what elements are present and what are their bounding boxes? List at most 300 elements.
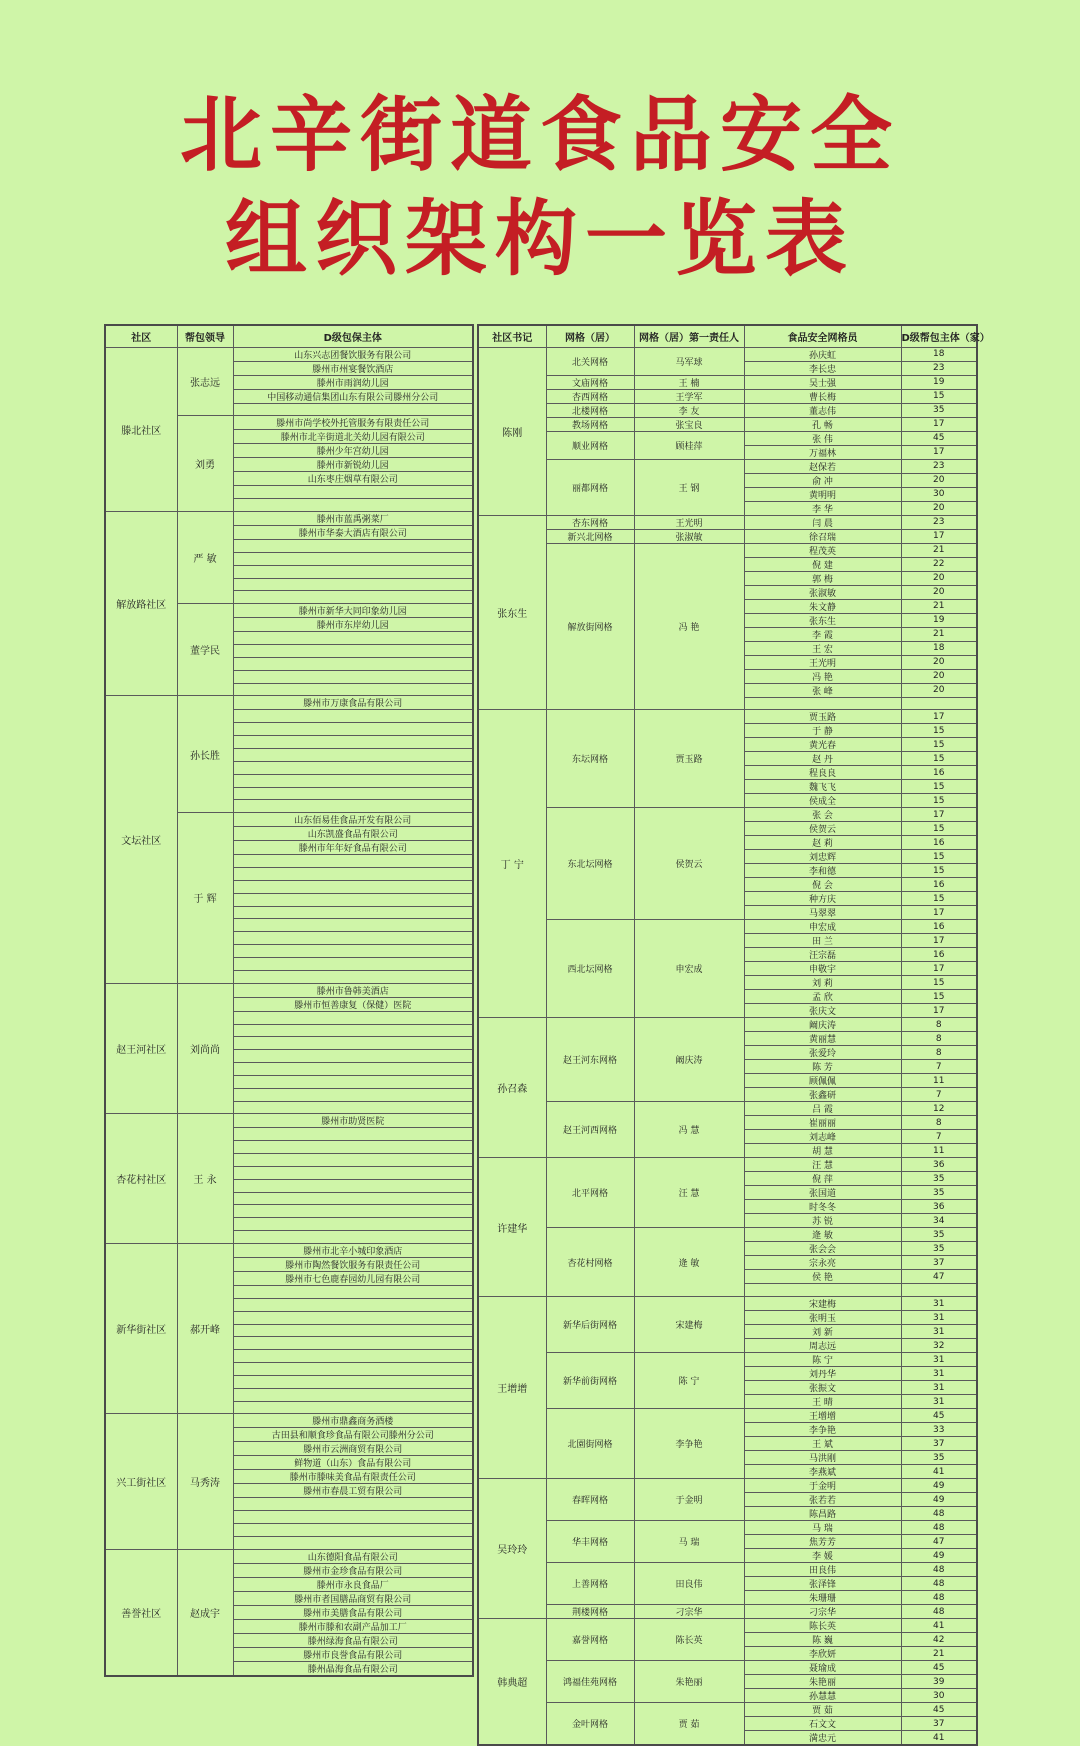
grid-name: 东北坛网格: [546, 808, 634, 920]
grid-staff-name: [744, 1284, 901, 1297]
entity-count: 32: [901, 1339, 977, 1353]
right-row: [478, 1563, 977, 1577]
entity-count: 21: [901, 543, 977, 557]
grid-staff-name: 李长忠: [744, 361, 901, 375]
grid-staff-name: 侯贺云: [744, 822, 901, 836]
org-table: [104, 324, 990, 1745]
entity-count: 17: [901, 906, 977, 920]
entity-name: [233, 499, 473, 512]
grid-staff-name: 満忠元: [744, 1731, 901, 1746]
entity-count: 23: [901, 459, 977, 473]
entity-name: [233, 749, 473, 762]
grid-name: 解放街网格: [546, 543, 634, 710]
title-line-2: 组织架构一览表: [224, 192, 855, 287]
entity-count: 15: [901, 780, 977, 794]
grid-staff-name: 张东生: [744, 613, 901, 627]
grid-first-person: 王光明: [634, 515, 744, 529]
entity-count: 49: [901, 1479, 977, 1493]
entity-count: 7: [901, 1130, 977, 1144]
grid-staff-name: 朱艳丽: [744, 1675, 901, 1689]
grid-staff-name: 魏飞飞: [744, 780, 901, 794]
entity-count: 48: [901, 1591, 977, 1605]
entity-name: [233, 970, 473, 983]
header-community: 社区: [105, 325, 177, 347]
grid-staff-name: 张泽锋: [744, 1577, 901, 1591]
grid-name: 丽都网格: [546, 459, 634, 515]
entity-name: 山东凯盛食品有限公司: [233, 827, 473, 841]
grid-staff-name: 朱文静: [744, 599, 901, 613]
entity-name: 滕州市者国膳品商贸有限公司: [233, 1591, 473, 1605]
right-row: [478, 1297, 977, 1311]
entity-count: 16: [901, 766, 977, 780]
right-row: [478, 1102, 977, 1116]
entity-count: 17: [901, 962, 977, 976]
entity-count: 41: [901, 1619, 977, 1633]
right-table: [477, 324, 990, 1746]
entity-name: [233, 645, 473, 658]
grid-staff-name: 孙慧慧: [744, 1689, 901, 1703]
entity-name: [233, 1179, 473, 1192]
grid-staff-name: 朱珊珊: [744, 1591, 901, 1605]
community-secretary: 韩典超: [478, 1619, 546, 1746]
entity-count: 41: [901, 1465, 977, 1479]
grid-staff-name: 刘志峰: [744, 1130, 901, 1144]
entity-name: [233, 1166, 473, 1179]
grid-staff-name: 王 宏: [744, 641, 901, 655]
entity-count: 8: [901, 1116, 977, 1130]
grid-staff-name: 万福林: [744, 445, 901, 459]
grid-staff-name: 吴士强: [744, 375, 901, 389]
grid-staff-name: 苏 锐: [744, 1214, 901, 1228]
leader-name: 于 辉: [177, 813, 233, 983]
grid-name: 赵王河西网格: [546, 1102, 634, 1158]
entity-name: [233, 403, 473, 416]
grid-staff-name: 张爱玲: [744, 1046, 901, 1060]
entity-name: 山东兴志团餐饮服务有限公司: [233, 347, 473, 361]
entity-count: 31: [901, 1311, 977, 1325]
entity-name: 滕州市年年好食品有限公司: [233, 841, 473, 855]
entity-name: 滕州市华泰大酒店有限公司: [233, 526, 473, 540]
entity-name: [233, 1311, 473, 1324]
entity-name: 滕州晶海食品有限公司: [233, 1661, 473, 1676]
entity-name: [233, 578, 473, 591]
grid-staff-name: 曹长梅: [744, 389, 901, 403]
grid-staff-name: 刁宗华: [744, 1605, 901, 1619]
entity-count: 36: [901, 1200, 977, 1214]
left-row: [105, 1114, 473, 1128]
entity-count: 17: [901, 934, 977, 948]
entity-count: 23: [901, 515, 977, 529]
entity-count: 18: [901, 347, 977, 361]
grid-name: 教场网格: [546, 417, 634, 431]
entity-count: 11: [901, 1074, 977, 1088]
entity-count: 42: [901, 1633, 977, 1647]
grid-name: 春晖网格: [546, 1479, 634, 1521]
entity-name: 滕州市七色鹿春园幼儿园有限公司: [233, 1272, 473, 1286]
grid-staff-name: 王 晴: [744, 1395, 901, 1409]
entity-name: [233, 1128, 473, 1141]
left-row: [105, 347, 473, 361]
entity-count: 20: [901, 585, 977, 599]
grid-first-person: 田良伟: [634, 1563, 744, 1605]
grid-staff-name: 王光明: [744, 655, 901, 669]
community-secretary: 吴玲玲: [478, 1479, 546, 1619]
right-row: [478, 375, 977, 389]
grid-first-person: 冯 慧: [634, 1102, 744, 1158]
community-name: 杏花村社区: [105, 1114, 177, 1244]
grid-name: 顺业网格: [546, 431, 634, 459]
entity-name: 滕州市美膳食品有限公司: [233, 1605, 473, 1619]
entity-name: 滕州市云洲商贸有限公司: [233, 1442, 473, 1456]
grid-staff-name: 刘丹华: [744, 1367, 901, 1381]
left-header-row: [105, 325, 473, 347]
grid-name: 北園街网格: [546, 1409, 634, 1479]
entity-count: 17: [901, 808, 977, 822]
header-first-person: 网格（居）第一责任人: [634, 325, 744, 347]
right-row: [478, 710, 977, 724]
entity-name: [233, 1498, 473, 1511]
header-count: D级帮包主体（家）: [901, 325, 977, 347]
grid-staff-name: 田 兰: [744, 934, 901, 948]
grid-staff-name: 刘忠辉: [744, 850, 901, 864]
entity-count: 45: [901, 1703, 977, 1717]
entity-count: 16: [901, 878, 977, 892]
right-header-row: [478, 325, 977, 347]
grid-staff-name: 张庆文: [744, 1004, 901, 1018]
entity-count: 19: [901, 613, 977, 627]
entity-name: 滕州市尚学校外托管服务有限责任公司: [233, 416, 473, 430]
grid-staff-name: 时冬冬: [744, 1200, 901, 1214]
entity-name: [233, 1298, 473, 1311]
entity-name: 滕州市北辛小城印象酒店: [233, 1244, 473, 1258]
grid-staff-name: 张会会: [744, 1242, 901, 1256]
entity-name: 滕州市金珍食品有限公司: [233, 1563, 473, 1577]
grid-staff-name: 贾玉路: [744, 710, 901, 724]
entity-count: 15: [901, 389, 977, 403]
entity-name: 中国移动通信集团山东有限公司滕州分公司: [233, 389, 473, 403]
entity-name: 滕州少年宫幼儿园: [233, 444, 473, 458]
right-row: [478, 389, 977, 403]
entity-count: 31: [901, 1367, 977, 1381]
entity-name: 滕州市滕味美食品有限责任公司: [233, 1470, 473, 1484]
entity-name: 滕州市东岸幼儿园: [233, 618, 473, 632]
entity-name: [233, 945, 473, 958]
entity-count: 16: [901, 836, 977, 850]
entity-name: [233, 723, 473, 736]
entity-count: 15: [901, 976, 977, 990]
entity-count: 7: [901, 1088, 977, 1102]
grid-staff-name: [744, 697, 901, 710]
entity-name: [233, 1375, 473, 1388]
grid-first-person: 刁宗华: [634, 1605, 744, 1619]
entity-count: 20: [901, 683, 977, 697]
community-name: 解放路社区: [105, 512, 177, 696]
leader-name: 刘尚尚: [177, 983, 233, 1114]
entity-name: 滕州市恒善康复（保健）医院: [233, 997, 473, 1011]
entity-name: [233, 800, 473, 813]
grid-staff-name: 张若若: [744, 1493, 901, 1507]
entity-count: 31: [901, 1297, 977, 1311]
grid-staff-name: 阚庆涛: [744, 1018, 901, 1032]
grid-staff-name: 张振文: [744, 1381, 901, 1395]
entity-name: [233, 1324, 473, 1337]
right-row: [478, 1703, 977, 1717]
leader-name: 严 敏: [177, 512, 233, 604]
entity-name: [233, 1205, 473, 1218]
grid-name: 金叶网格: [546, 1703, 634, 1746]
entity-count: 45: [901, 1409, 977, 1423]
grid-name: 新华后街网格: [546, 1297, 634, 1353]
grid-staff-name: 俞 冲: [744, 473, 901, 487]
grid-staff-name: 张 伟: [744, 431, 901, 445]
entity-count: 49: [901, 1493, 977, 1507]
grid-first-person: 马军球: [634, 347, 744, 375]
entity-name: 滕州市北辛街道北关幼儿园有限公司: [233, 430, 473, 444]
grid-first-person: 侯贺云: [634, 808, 744, 920]
grid-staff-name: 赵 丹: [744, 752, 901, 766]
entity-count: 49: [901, 1549, 977, 1563]
grid-staff-name: 赵保若: [744, 459, 901, 473]
header-leader: 帮包领导: [177, 325, 233, 347]
entity-count: 31: [901, 1325, 977, 1339]
entity-name: [233, 736, 473, 749]
grid-staff-name: 胡 慧: [744, 1144, 901, 1158]
left-row: [105, 1549, 473, 1563]
grid-first-person: 宋建梅: [634, 1297, 744, 1353]
leader-name: 董学民: [177, 604, 233, 696]
entity-count: 37: [901, 1717, 977, 1731]
entity-name: [233, 1088, 473, 1101]
community-name: 文坛社区: [105, 696, 177, 983]
grid-staff-name: 王 斌: [744, 1437, 901, 1451]
grid-staff-name: 于 静: [744, 724, 901, 738]
left-row: [105, 1244, 473, 1258]
leader-name: 刘勇: [177, 416, 233, 512]
grid-staff-name: 倪 萍: [744, 1172, 901, 1186]
community-secretary: 陈刚: [478, 347, 546, 515]
community-name: 新华街社区: [105, 1244, 177, 1414]
right-row: [478, 1228, 977, 1242]
leader-name: 王 永: [177, 1114, 233, 1244]
right-row: [478, 808, 977, 822]
grid-staff-name: 张淑敏: [744, 585, 901, 599]
grid-name: 嘉誉网格: [546, 1619, 634, 1661]
entity-count: 8: [901, 1046, 977, 1060]
right-row: [478, 529, 977, 543]
community-name: 兴工街社区: [105, 1414, 177, 1549]
entity-count: 17: [901, 1004, 977, 1018]
grid-staff-name: 陈 宁: [744, 1353, 901, 1367]
grid-name: 文庙网格: [546, 375, 634, 389]
grid-staff-name: 李欣妍: [744, 1647, 901, 1661]
entity-count: 35: [901, 1186, 977, 1200]
entity-count: 31: [901, 1381, 977, 1395]
right-row: [478, 1521, 977, 1535]
right-row: [478, 1605, 977, 1619]
entity-count: 48: [901, 1563, 977, 1577]
entity-name: [233, 683, 473, 696]
community-secretary: 许建华: [478, 1158, 546, 1297]
entity-count: 31: [901, 1353, 977, 1367]
entity-name: [233, 919, 473, 932]
grid-first-person: 贾 茹: [634, 1703, 744, 1746]
leader-name: 赵成宇: [177, 1549, 233, 1676]
entity-count: 35: [901, 1451, 977, 1465]
entity-name: 古田县和顺食珍食品有限公司滕州分公司: [233, 1428, 473, 1442]
entity-count: 20: [901, 655, 977, 669]
grid-staff-name: 侯 艳: [744, 1270, 901, 1284]
grid-staff-name: 张 会: [744, 808, 901, 822]
entity-name: [233, 1063, 473, 1076]
grid-name: 上善网格: [546, 1563, 634, 1605]
grid-name: 杏西网格: [546, 389, 634, 403]
entity-count: 37: [901, 1256, 977, 1270]
entity-count: 20: [901, 669, 977, 683]
entity-name: 滕州市蓝禹粥菜厂: [233, 512, 473, 526]
entity-name: [233, 552, 473, 565]
grid-first-person: 李争艳: [634, 1409, 744, 1479]
grid-first-person: 马 瑞: [634, 1521, 744, 1563]
grid-staff-name: 冯 艳: [744, 669, 901, 683]
entity-name: [233, 1536, 473, 1549]
grid-staff-name: 顾佩佩: [744, 1074, 901, 1088]
grid-name: 新兴北网格: [546, 529, 634, 543]
entity-name: [233, 632, 473, 645]
grid-name: 东坛网格: [546, 710, 634, 808]
entity-name: [233, 657, 473, 670]
entity-count: 48: [901, 1521, 977, 1535]
grid-staff-name: 种方庆: [744, 892, 901, 906]
grid-name: 北楼网格: [546, 403, 634, 417]
entity-count: [901, 1284, 977, 1297]
grid-staff-name: 石文文: [744, 1717, 901, 1731]
grid-staff-name: 孟 欣: [744, 990, 901, 1004]
entity-name: [233, 1286, 473, 1299]
entity-count: 30: [901, 487, 977, 501]
entity-name: [233, 486, 473, 499]
entity-name: 滕州市陶然餐饮服务有限责任公司: [233, 1258, 473, 1272]
community-secretary: 丁 宁: [478, 710, 546, 1018]
entity-name: 山东佰易佳食品开发有限公司: [233, 813, 473, 827]
entity-count: 35: [901, 403, 977, 417]
entity-count: 15: [901, 794, 977, 808]
entity-count: 15: [901, 822, 977, 836]
grid-first-person: 张淑敏: [634, 529, 744, 543]
right-row: [478, 459, 977, 473]
entity-count: 23: [901, 361, 977, 375]
grid-staff-name: 田良伟: [744, 1563, 901, 1577]
right-row: [478, 1158, 977, 1172]
community-secretary: 王增增: [478, 1297, 546, 1479]
entity-name: [233, 565, 473, 578]
entity-count: 20: [901, 571, 977, 585]
grid-staff-name: 张 峰: [744, 683, 901, 697]
grid-name: 荆楼网格: [546, 1605, 634, 1619]
grid-staff-name: 李 霞: [744, 627, 901, 641]
left-table: [104, 324, 474, 1677]
left-row: [105, 1414, 473, 1428]
entity-name: [233, 1337, 473, 1350]
grid-staff-name: 张明玉: [744, 1311, 901, 1325]
grid-staff-name: 崔丽丽: [744, 1116, 901, 1130]
grid-staff-name: 黄明明: [744, 487, 901, 501]
entity-name: 滕州市春晨工贸有限公司: [233, 1484, 473, 1498]
right-row: [478, 431, 977, 445]
entity-name: [233, 932, 473, 945]
grid-staff-name: 周志远: [744, 1339, 901, 1353]
entity-count: 15: [901, 850, 977, 864]
grid-staff-name: 汪宗磊: [744, 948, 901, 962]
grid-staff-name: 陈昌路: [744, 1507, 901, 1521]
entity-name: 山东德阳食品有限公司: [233, 1549, 473, 1563]
grid-staff-name: 黄光春: [744, 738, 901, 752]
entity-name: [233, 1050, 473, 1063]
header-grid: 网格（居）: [546, 325, 634, 347]
entity-count: 47: [901, 1270, 977, 1284]
entity-count: 17: [901, 529, 977, 543]
grid-staff-name: 程良良: [744, 766, 901, 780]
grid-staff-name: 李和德: [744, 864, 901, 878]
grid-staff-name: 董志伟: [744, 403, 901, 417]
entity-count: 33: [901, 1423, 977, 1437]
grid-first-person: 顾桂萍: [634, 431, 744, 459]
grid-first-person: 汪 慧: [634, 1158, 744, 1228]
grid-staff-name: 程茂英: [744, 543, 901, 557]
entity-count: 41: [901, 1731, 977, 1746]
grid-staff-name: 王增增: [744, 1409, 901, 1423]
entity-count: [901, 697, 977, 710]
grid-staff-name: 宋建梅: [744, 1297, 901, 1311]
entity-count: 20: [901, 473, 977, 487]
grid-first-person: 于金明: [634, 1479, 744, 1521]
entity-name: [233, 906, 473, 919]
header-secretary: 社区书记: [478, 325, 546, 347]
header-entity: D级包保主体: [233, 325, 473, 347]
grid-first-person: 王学军: [634, 389, 744, 403]
entity-count: 15: [901, 738, 977, 752]
grid-staff-name: 刘 新: [744, 1325, 901, 1339]
title-line-1: 北辛街道食品安全: [179, 88, 900, 183]
entity-name: 滕州市新华大同印象幼儿园: [233, 604, 473, 618]
entity-name: [233, 1218, 473, 1231]
entity-name: [233, 1141, 473, 1154]
right-row: [478, 347, 977, 361]
entity-count: 48: [901, 1507, 977, 1521]
grid-name: 杏花村网格: [546, 1228, 634, 1297]
entity-name: [233, 1101, 473, 1114]
right-row: [478, 1661, 977, 1675]
grid-name: 北平网格: [546, 1158, 634, 1228]
entity-name: [233, 868, 473, 881]
entity-name: 滕州市新锐幼儿园: [233, 458, 473, 472]
grid-name: 北关网格: [546, 347, 634, 375]
community-name: 滕北社区: [105, 347, 177, 512]
right-row: [478, 1353, 977, 1367]
entity-count: 15: [901, 892, 977, 906]
entity-name: 滕州市助贤医院: [233, 1114, 473, 1128]
community-secretary: 张东生: [478, 515, 546, 710]
entity-name: [233, 1037, 473, 1050]
grid-staff-name: 张国道: [744, 1186, 901, 1200]
entity-count: 16: [901, 948, 977, 962]
grid-first-person: 王 钢: [634, 459, 744, 515]
entity-name: 滕州市州宴餐饮酒店: [233, 361, 473, 375]
entity-name: [233, 540, 473, 553]
entity-name: [233, 1524, 473, 1537]
grid-staff-name: 黄丽慧: [744, 1032, 901, 1046]
grid-staff-name: 李燕斌: [744, 1465, 901, 1479]
entity-count: 36: [901, 1158, 977, 1172]
